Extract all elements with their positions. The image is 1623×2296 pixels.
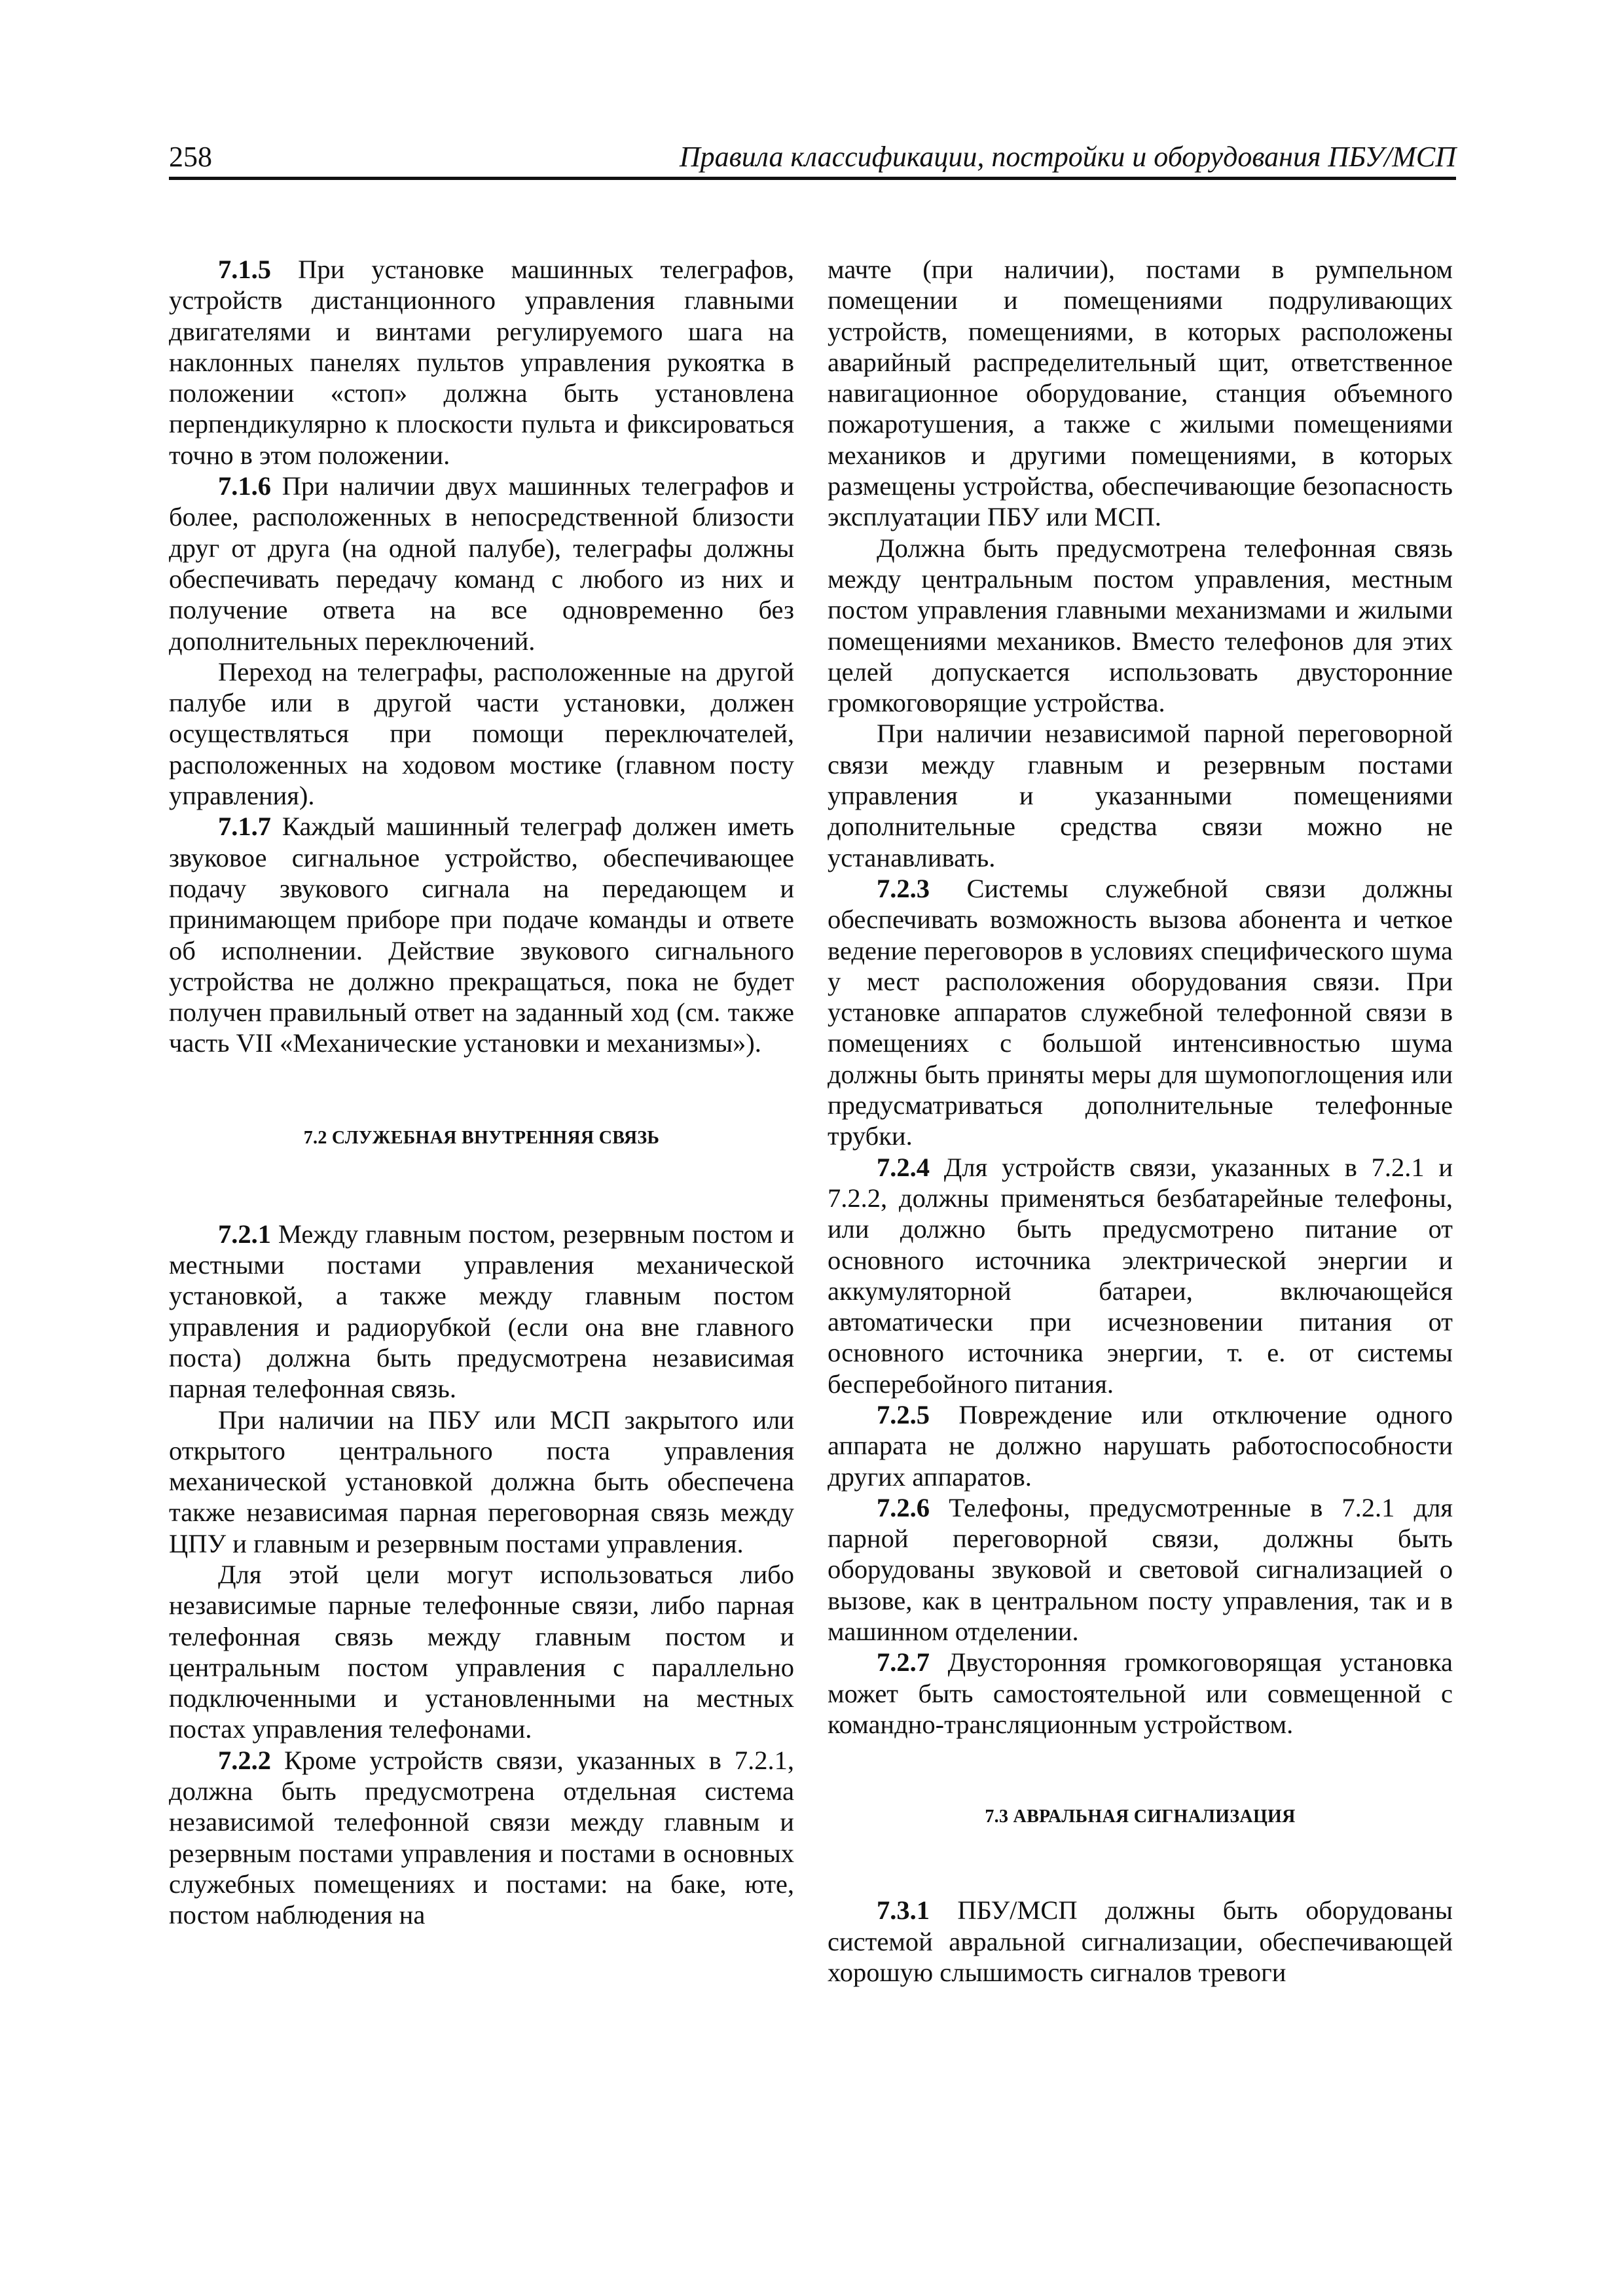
paragraph-7-2-1	[169, 1219, 794, 1405]
clause-number: 7.1.6	[218, 471, 271, 501]
clause-number: 7.2.5	[877, 1399, 930, 1429]
clause-number: 7.2.2	[218, 1745, 271, 1775]
section-heading-7-2: 7.2 СЛУЖЕБНАЯ ВНУТРЕННЯЯ СВЯЗЬ	[303, 1127, 660, 1148]
right-column	[828, 254, 1453, 1988]
paragraph-text: Двусторонняя громкоговорящая установка может быть самостоятельной или совмещенной с командно-трансляционным устройством.	[828, 1647, 1453, 1739]
clause-number: 7.1.7	[218, 812, 271, 842]
paragraph-text: При установке машинных телеграфов, устройств дистанционного управления главными двигателями и винтами регулируемого шага на наклонных панелях пультов управления рукоятка в положении «стоп» должна быть установлена перпендикулярно к плоскости пульта и фиксироваться точно в этом положении.	[169, 255, 794, 470]
clause-number: 7.2.7	[877, 1647, 930, 1677]
paragraph-7-2-5	[828, 1399, 1453, 1492]
clause-number: 7.3.1	[877, 1895, 930, 1926]
paragraph-text: Каждый машинный телеграф должен иметь звуковое сигнальное устройство, обеспечивающее подачу звукового сигнала на передающем и принимающем приборе при подаче команды и ответе об исполнении. Действие звукового сигнального устройства не должно прекращаться, пока не будет получен правильный ответ на заданный ход (см. также часть VII «Механические установки и механизмы»).	[169, 812, 794, 1058]
paragraph-7-2-1-cont-1: При наличии на ПБУ или МСП закрытого или открытого центрального поста управления механической установкой должна быть обеспечена также независимая парная переговорная связь между ЦПУ и главным и резервным постами управления.	[169, 1405, 794, 1558]
left-column	[169, 254, 794, 1931]
paragraph-7-2-1-cont-2: Для этой цели могут использоваться либо независимые парные телефонные связи, либо парная телефонная связь между главным постом и центральным постом управления с параллельно подключенными и установленными на местных постах управления телефонами.	[169, 1559, 794, 1744]
paragraph-7-2-3	[828, 873, 1453, 1152]
paragraph-text: При наличии двух машинных телеграфов и более, расположенных в непосредственной близости друг от друга (на одной палубе), телеграфы должны обеспечивать передачу команд с любого из них и получение ответа на все одновременно без дополнительных переключений.	[169, 471, 794, 656]
section-heading-7-3: 7.3 АВРАЛЬНАЯ СИГНАЛИЗАЦИЯ	[985, 1806, 1296, 1827]
paragraph-7-2-6	[828, 1492, 1453, 1647]
paragraph-7-1-6-cont: Переход на телеграфы, расположенные на другой палубе или в другой части установки, должен осуществляться при помощи переключателей, расположенных на ходовом мостике (главном посту управления).	[169, 656, 794, 811]
paragraph-text: Для устройств связи, указанных в 7.2.1 и 7.2.2, должны применяться безбатарейные телефоны, или должно быть предусмотрено питание от основного источника электрической энергии и аккумуляторной батареи, включающейся автоматически при исчезновении питания от основного источника энергии, т. е. от системы бесперебойного питания.	[828, 1152, 1453, 1399]
paragraph-7-1-5	[169, 254, 794, 471]
paragraph-7-1-7	[169, 811, 794, 1058]
clause-number: 7.1.5	[218, 255, 271, 284]
paragraph-7-2-2-cont-2: Должна быть предусмотрена телефонная связь между центральным постом управления, местным постом управления главными механизмами и жилыми помещениями механиков. Вместо телефонов для этих целей допускается использовать двусторонние громкоговорящие устройства.	[828, 533, 1453, 718]
paragraph-7-2-2-cont: мачте (при наличии), постами в румпельном помещении и помещениями подруливающих устройств, помещениями, в которых расположены аварийный распределительный щит, ответственное навигационное оборудование, станция объемного пожаротушения, а также с жилыми помещениями механиков и другими помещениями, в которых размещены устройства, обеспечивающие безопасность эксплуатации ПБУ или МСП.	[828, 255, 1453, 532]
paragraph-text: Телефоны, предусмотренные в 7.2.1 для парной переговорной связи, должны быть оборудованы звуковой и световой сигнализацией о вызове, как в центральном посту управления, так и в машинном отделении.	[828, 1492, 1453, 1647]
paragraph-7-1-6	[169, 471, 794, 656]
paragraph-7-2-4	[828, 1152, 1453, 1399]
clause-number: 7.2.6	[877, 1492, 930, 1522]
paragraph-7-2-2	[169, 1745, 794, 1931]
header-rule	[169, 177, 1456, 180]
clause-number: 7.2.3	[877, 873, 930, 903]
clause-number: 7.2.4	[877, 1152, 930, 1182]
running-title: Правила классификации, постройки и оборудования ПБУ/МСП	[679, 141, 1456, 173]
paragraph-text: ПБУ/МСП должны быть оборудованы системой авральной сигнализации, обеспечивающей хорошую слышимость сигналов тревоги	[828, 1895, 1453, 1987]
paragraph-7-2-7	[828, 1647, 1453, 1740]
paragraph-text: Системы служебной связи должны обеспечивать возможность вызова абонента и четкое ведение переговоров в условиях специфического шума у мест расположения оборудования связи. При установке аппаратов служебной телефонной связи в помещениях с большой интенсивностью шума должны быть приняты меры для шумопоглощения или предусматриваться дополнительные телефонные трубки.	[828, 873, 1453, 1151]
paragraph-7-3-1	[828, 1895, 1453, 1988]
paragraph-text: Между главным постом, резервным постом и местными постами управления механической установкой, а также между главным постом управления и радиорубкой (если она вне главного поста) должна быть предусмотрена независимая парная телефонная связь.	[169, 1219, 794, 1404]
paragraph-7-2-2-cont-3: При наличии независимой парной переговорной связи между главным и резервным постами управления и указанными помещениями дополнительные средства связи можно не устанавливать.	[828, 719, 1453, 872]
page-number: 258	[169, 141, 212, 173]
paragraph-text: Повреждение или отключение одного аппарата не должно нарушать работоспособности других аппаратов.	[828, 1399, 1453, 1492]
paragraph-text: Кроме устройств связи, указанных в 7.2.1, должна быть предусмотрена отдельная система независимой телефонной связи между главным и резервным постами управления и постами в основных служебных помещениях и постами: на баке, юте, постом наблюдения на	[169, 1745, 794, 1930]
clause-number: 7.2.1	[218, 1219, 271, 1249]
